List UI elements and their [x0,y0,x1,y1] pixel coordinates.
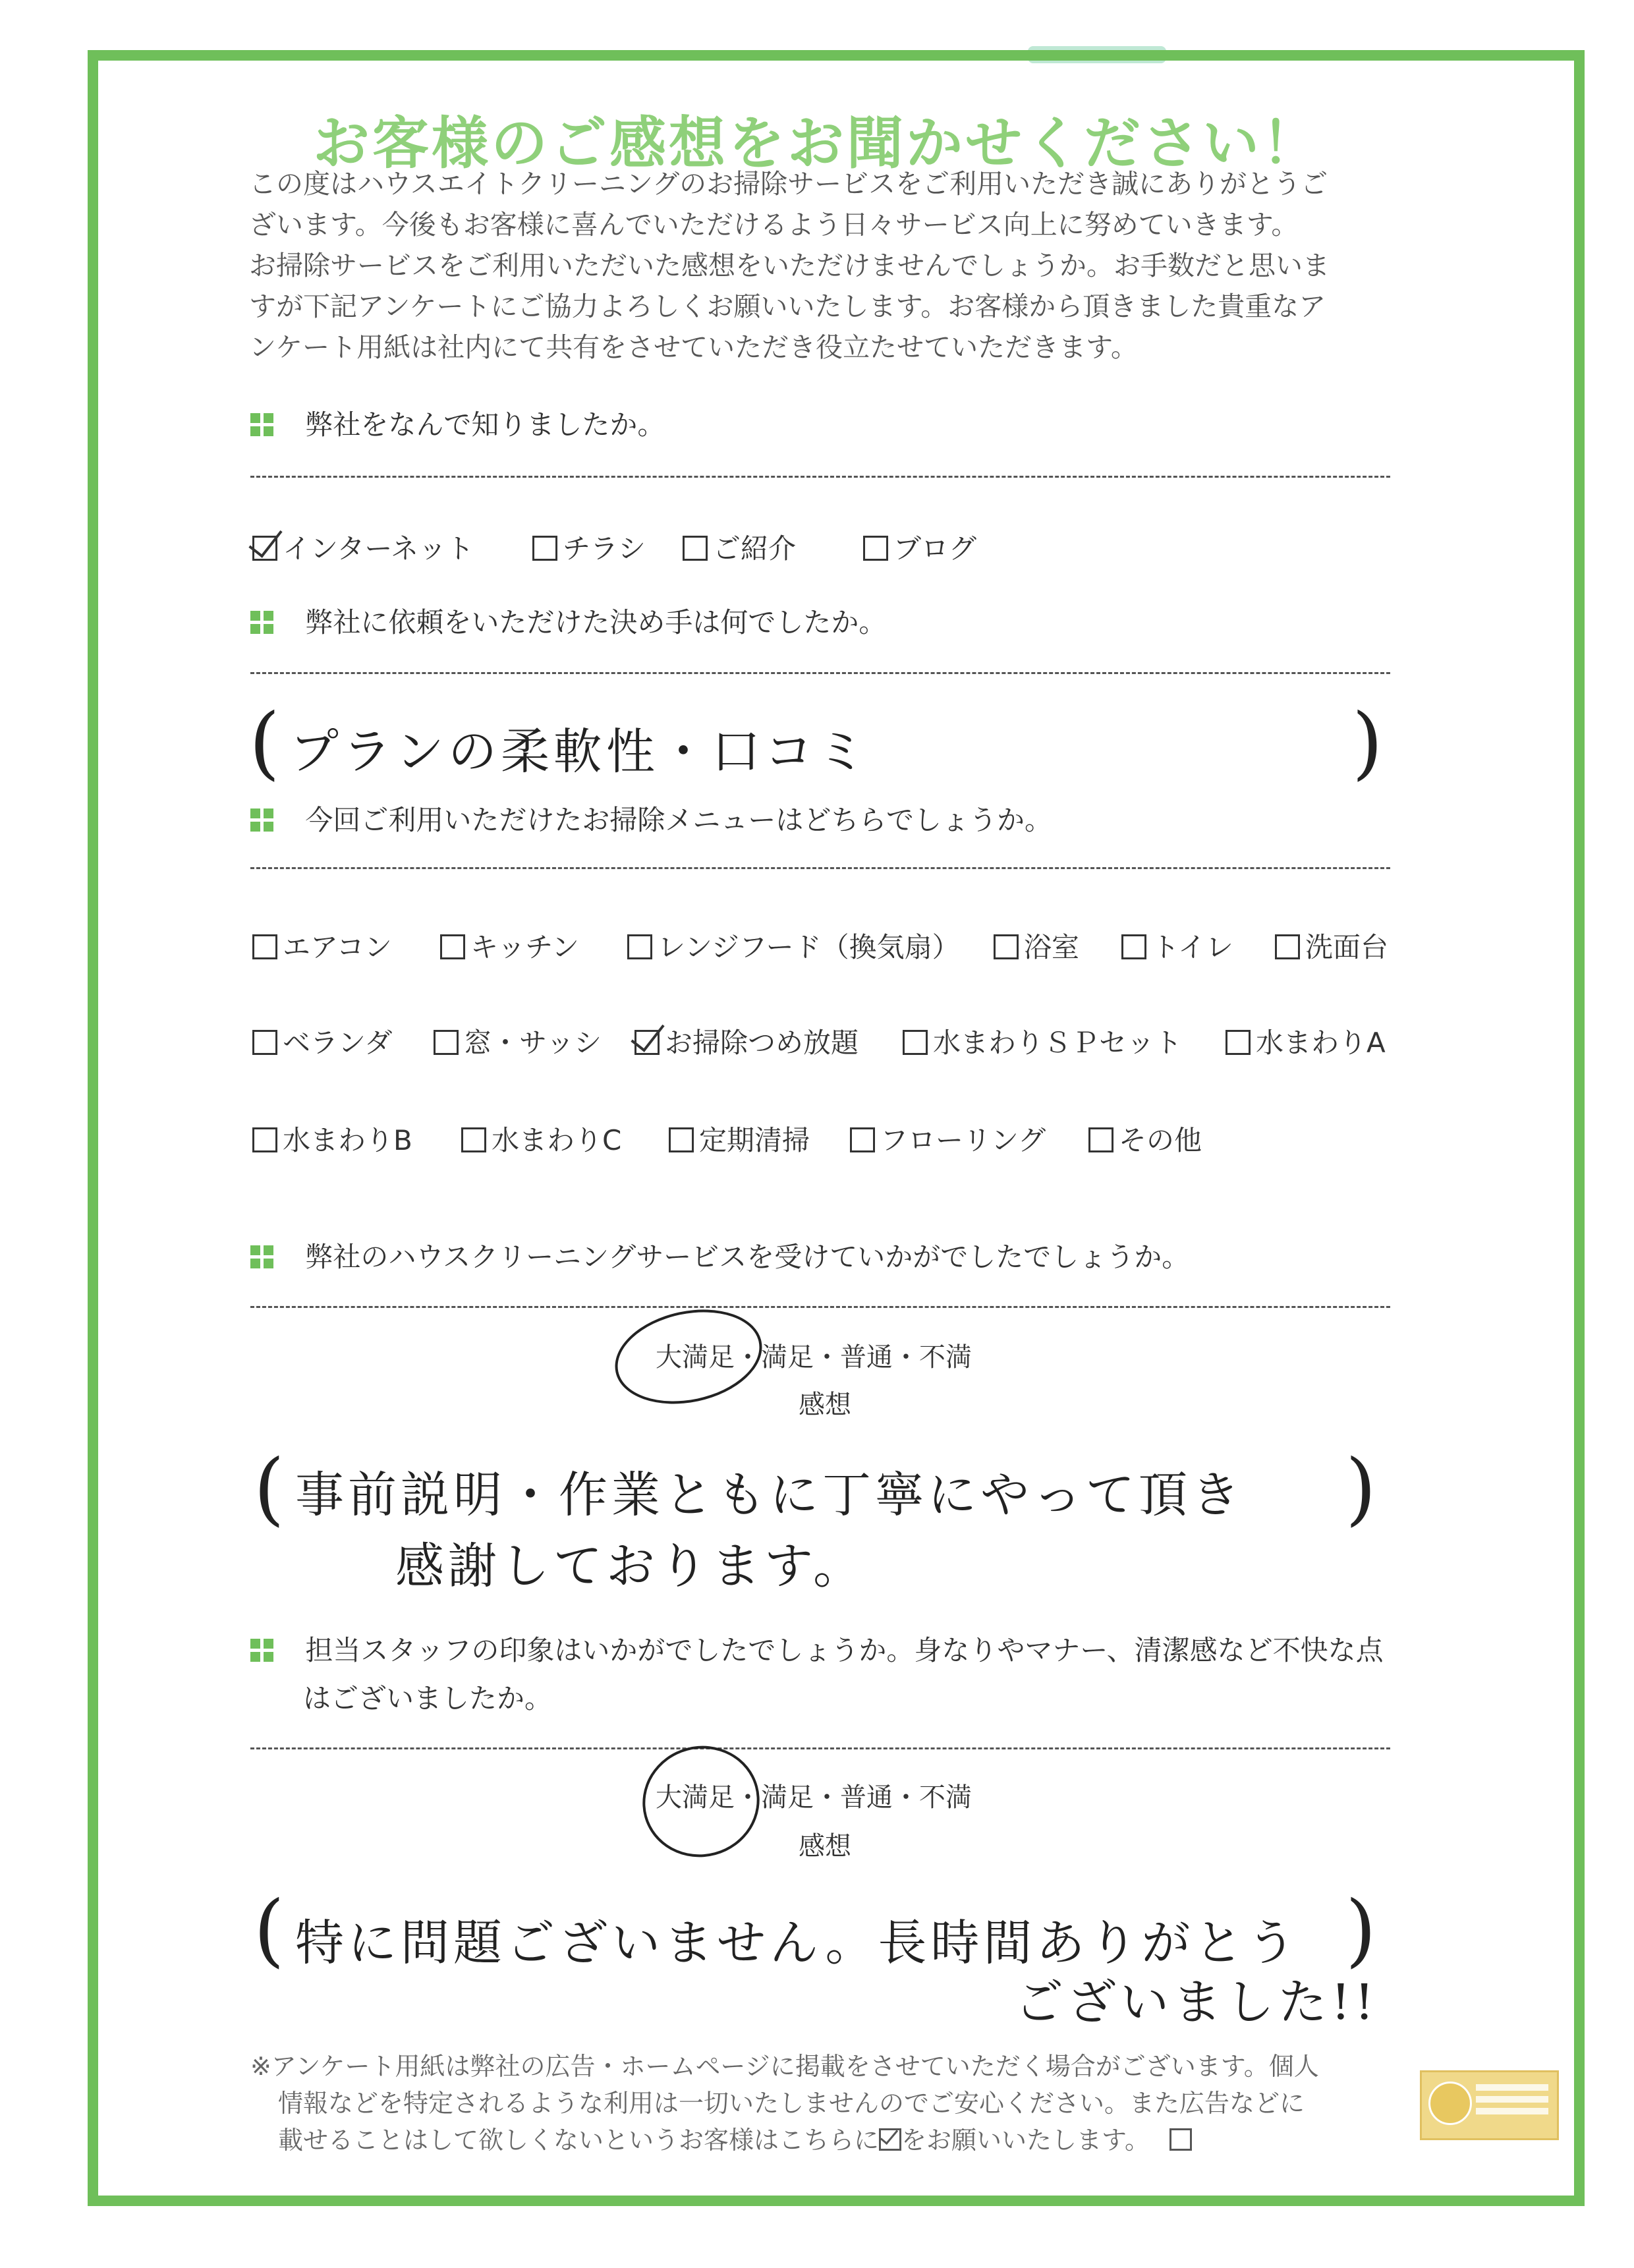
handwritten-comment-4-line-1: 事前説明・作業ともに丁寧にやって頂き [295,1467,1244,1523]
option-veranda[interactable] [252,1021,392,1061]
option-label: フローリング [880,1124,1046,1156]
option-label: 窓・サッシ [464,1027,602,1059]
q3-options-row-1 [0,926,1634,965]
checkbox[interactable] [434,1030,459,1055]
checkbox[interactable] [634,1030,660,1055]
question-5-text-line-1: 担当スタッフの印象はいかがでしたでしょうか。身なりやマナー、清潔感など不快な点 [305,1633,1384,1666]
inline-check-mark-icon [879,2128,901,2151]
option-label: ブログ [893,532,977,565]
question-1 [250,403,665,445]
option-label: その他 [1119,1124,1202,1156]
footer-note [250,2048,1410,2159]
checkbox[interactable] [903,1030,928,1055]
q3-options-row-3 [0,1119,1634,1158]
option-all-you-can-clean[interactable] [634,1021,859,1061]
intro-line: この度はハウスエイトクリーニングのお掃除サービスをご利用いただき誠にありがとうご [249,168,1328,200]
checkbox[interactable] [252,934,277,959]
intro-text [249,163,1422,368]
option-regular-cleaning[interactable] [669,1119,810,1158]
option-range-hood[interactable] [627,926,960,965]
open-paren: ( [254,1443,285,1535]
option-kitchen[interactable] [440,926,579,965]
separator: ・ [735,1342,761,1373]
rating-normal[interactable]: 普通 [840,1782,893,1813]
option-label: 定期清掃 [699,1124,810,1156]
handwritten-comment-4-line-2: 感謝しております。 [395,1538,866,1595]
option-window-sash[interactable] [434,1021,602,1061]
separator: ・ [814,1342,840,1373]
option-bathroom[interactable] [994,926,1079,965]
section-bullet-icon [250,413,274,437]
checkbox[interactable] [863,536,888,561]
divider [250,1747,1390,1749]
checkbox[interactable] [1226,1030,1251,1055]
rating-bad[interactable]: 不満 [919,1782,972,1813]
rating-good[interactable]: 満足 [761,1342,814,1373]
separator: ・ [814,1782,840,1813]
handwritten-comment-5-line-1: 特に問題ございません。長時間ありがとう [295,1915,1300,1971]
section-bullet-icon [250,1639,274,1662]
checkbox[interactable] [1275,934,1300,959]
checkbox[interactable] [252,536,277,561]
checkbox[interactable] [669,1127,694,1152]
option-label: 水まわりB [283,1124,412,1156]
divider [250,1306,1390,1308]
company-logo [1420,2070,1559,2140]
question-5 [250,1629,1384,1670]
section-bullet-icon [250,808,274,832]
option-label: インターネット [283,532,474,565]
intro-line: お掃除サービスをご利用いただいた感想をいただけませんでしょうか。お手数だと思いま [249,250,1330,281]
option-washstand[interactable] [1275,926,1388,965]
question-3-text: 今回ご利用いただけたお掃除メニューはどちらでしょうか。 [305,803,1052,836]
checkbox[interactable] [440,934,465,959]
option-water-c[interactable] [461,1119,621,1158]
rating-bad[interactable]: 不満 [919,1342,972,1373]
separator: ・ [893,1342,919,1373]
option-label: 浴室 [1024,931,1080,963]
intro-line: すが下記アンケートにご協力よろしくお願いいたします。お客様から頂きました貴重なア [249,291,1326,322]
option-label: キッチン [470,931,580,963]
question-4-text: 弊社のハウスクリーニングサービスを受けていかがでしたでしょうか。 [305,1240,1190,1273]
logo-emblem-icon [1428,2082,1472,2125]
question-2 [250,601,886,642]
checkbox[interactable] [461,1127,486,1152]
divider [250,672,1390,674]
footer-line: 情報などを特定されるような利用は一切いたしませんのでご安心ください。また広告などに [278,2089,1305,2118]
option-label: エアコン [283,931,392,963]
open-paren: ( [254,1885,285,1976]
option-label: ベランダ [283,1027,393,1059]
option-flooring[interactable] [850,1119,1046,1158]
footer-line-3b: をお願いいたします。 [901,2126,1150,2155]
separator: ・ [735,1782,761,1813]
option-label: 水まわりC [492,1124,622,1156]
rating-great[interactable]: 大満足 [656,1342,735,1373]
q3-options-row-2 [0,1021,1634,1061]
option-label: レンジフード（換気扇） [658,931,960,963]
checkbox[interactable] [627,934,652,959]
handwritten-answer-2: プランの柔軟性・口コミ [290,723,870,780]
option-label: 洗面台 [1305,931,1389,963]
footer-line-3 [250,2122,1410,2159]
rating-normal[interactable]: 普通 [840,1342,893,1373]
rating-good[interactable]: 満足 [761,1782,814,1813]
intro-line: ンケート用紙は社内にて共有をさせていただき役立たせていただきます。 [249,331,1138,363]
checkbox[interactable] [683,536,708,561]
handwritten-comment-5-line-2: ございました!! [1015,1974,1378,2031]
comment-label: 感想 [799,1831,851,1861]
checkbox[interactable] [994,934,1019,959]
question-4 [250,1235,1189,1277]
option-toilet[interactable] [1121,926,1233,965]
option-water-sp-set[interactable] [903,1021,1182,1061]
option-water-a[interactable] [1226,1021,1386,1061]
option-water-b[interactable] [252,1119,412,1158]
option-label: お掃除つめ放題 [665,1027,859,1059]
option-label: 水まわりA [1256,1027,1386,1059]
option-label: トイレ [1152,931,1233,963]
no-publish-checkbox[interactable] [1169,2128,1192,2151]
option-label: ご紹介 [713,532,797,565]
option-label: 水まわりＳＰセット [933,1027,1183,1059]
option-referral[interactable] [683,527,796,567]
checkbox[interactable] [1121,934,1146,959]
divider [250,476,1390,478]
open-paren: ( [249,697,280,789]
question-3 [250,799,1052,840]
option-flyer[interactable] [532,527,646,567]
section-bullet-icon [250,611,274,635]
question-1-text: 弊社をなんで知りましたか。 [305,408,665,441]
checkbox[interactable] [252,1127,277,1152]
option-other[interactable] [1088,1119,1202,1158]
separator: ・ [893,1782,919,1813]
checkbox[interactable] [850,1127,875,1152]
section-bullet-icon [250,1245,274,1269]
checkbox[interactable] [252,1030,277,1055]
rating-great[interactable]: 大満足 [656,1782,735,1813]
footer-line-3a: 載せることはして欲しくないというお客様はこちらに [278,2126,880,2155]
question-2-text: 弊社に依頼をいただけた決め手は何でしたか。 [305,606,887,638]
option-blog[interactable] [863,527,976,567]
checkbox[interactable] [532,536,557,561]
footer-line: ※アンケート用紙は弊社の広告・ホームページに掲載をさせていただく場合がございます。個人 [250,2052,1319,2081]
close-paren: ) [1345,1443,1376,1535]
intro-line: ざいます。今後もお客様に喜んでいただけるよう日々サービス向上に努めていきます。 [249,209,1299,241]
option-internet[interactable] [252,527,474,567]
close-paren: ) [1352,697,1383,789]
close-paren: ) [1345,1885,1376,1976]
divider [250,867,1390,869]
comment-label: 感想 [799,1390,851,1420]
checkbox[interactable] [1088,1127,1113,1152]
option-aircon[interactable] [252,926,392,965]
question-5-text-line-2: はございましたか。 [303,1682,553,1715]
q1-options [0,527,1634,567]
page-title: お客様のご感想をお聞かせください！ [313,111,1321,177]
option-label: チラシ [563,532,646,565]
